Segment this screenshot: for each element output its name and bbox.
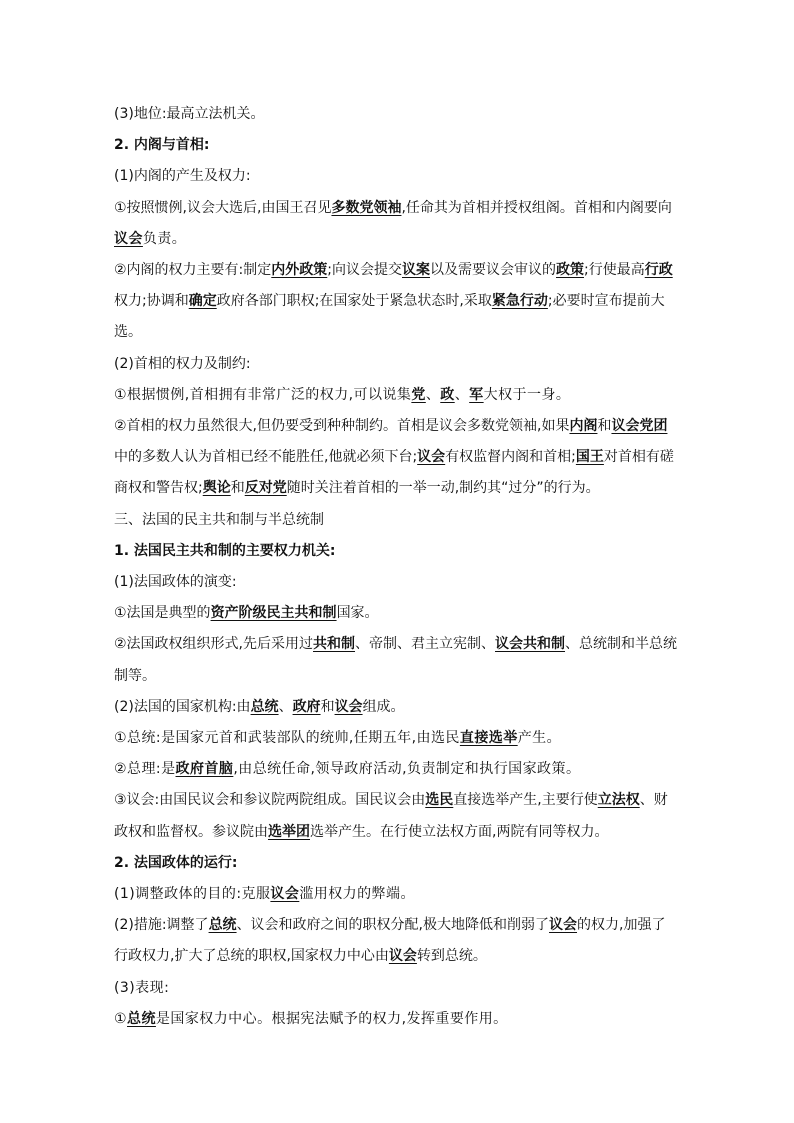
text-segment: 转到总统。 <box>416 948 487 965</box>
underlined-keyword: 议会 <box>334 698 363 715</box>
text-line <box>114 692 704 723</box>
underlined-keyword: 政 <box>440 386 455 403</box>
underlined-keyword: 国王 <box>575 449 604 466</box>
text-segment: 大权于一身。 <box>483 386 571 403</box>
text-segment: (3)地位:最高立法机关。 <box>114 106 265 122</box>
text-segment: ①总统:是国家元首和武装部队的统帅,任期五年,由选民 <box>114 730 460 747</box>
text-line <box>114 380 704 411</box>
underlined-keyword: 确定 <box>188 293 217 310</box>
text-segment: 和 <box>230 480 245 497</box>
text-line <box>114 349 704 380</box>
text-segment: 、议会和政府之间的职权分配,极大地降低和削弱了 <box>236 917 550 934</box>
text-segment: ①法国是典型的 <box>114 605 211 622</box>
text-line <box>114 754 704 785</box>
text-line <box>114 598 704 629</box>
underlined-keyword: 内外政策 <box>271 262 328 279</box>
text-segment: ②法国政权组织形式,先后采用过 <box>114 636 314 653</box>
text-segment: ① <box>114 1010 128 1027</box>
text-segment: 国家。 <box>336 605 379 622</box>
underlined-keyword: 舆论 <box>202 480 231 497</box>
text-line <box>114 99 704 130</box>
text-line <box>114 317 704 348</box>
text-line <box>114 505 704 536</box>
underlined-keyword: 政策 <box>556 262 584 279</box>
underlined-keyword: 党 <box>411 386 426 403</box>
text-segment: 选。 <box>114 324 142 341</box>
text-segment: ①按照惯例,议会大选后,由国王召见 <box>114 199 332 216</box>
section-heading: 2. 内阁与首相: <box>114 137 210 154</box>
underlined-keyword: 议会 <box>417 449 446 466</box>
text-line <box>114 286 704 317</box>
text-line <box>114 723 704 754</box>
underlined-keyword: 选民 <box>425 792 454 809</box>
text-segment: ①根据惯例,首相拥有非常广泛的权力,可以说集 <box>114 386 412 403</box>
underlined-keyword: 议会 <box>114 230 143 247</box>
underlined-keyword: 多数党领袖 <box>331 199 402 216</box>
text-segment: 政府各部门职权;在国家处于紧急状态时,采取 <box>216 293 492 310</box>
text-segment: 滥用权力的弊端。 <box>299 886 415 903</box>
text-line <box>114 161 704 192</box>
underlined-keyword: 议会共和制 <box>495 636 566 653</box>
text-segment: ②内阁的权力主要有:制定 <box>114 262 272 279</box>
text-line <box>114 629 704 660</box>
text-segment: 、帝制、君主立宪制、 <box>355 636 496 653</box>
underlined-keyword: 共和制 <box>313 636 356 653</box>
text-segment: 、 <box>278 698 293 715</box>
text-line <box>114 473 704 504</box>
text-segment: 政权和监督权。参议院由 <box>114 823 268 840</box>
text-segment: 权力;协调和 <box>114 293 189 310</box>
section-heading: 2. 法国政体的运行: <box>114 854 238 871</box>
text-segment: 负责。 <box>142 230 187 247</box>
text-segment: 是国家权力中心。根据宪法赋予的权力,发挥重要作用。 <box>155 1010 508 1027</box>
text-segment: (1)调整政体的目的:克服 <box>114 886 271 903</box>
text-segment: 商权和警告权; <box>114 480 203 497</box>
text-segment: 随时关注着首相的一举一动,制约其“过分”的行为。 <box>286 480 600 497</box>
underlined-keyword: 总统 <box>208 917 237 934</box>
text-segment: 的权力,加强了 <box>577 917 666 934</box>
text-line <box>114 411 704 442</box>
text-segment: 行政权力,扩大了总统的职权,国家权力中心由 <box>114 948 389 965</box>
text-segment: 、财 <box>639 792 668 809</box>
underlined-keyword: 议会党团 <box>611 418 668 435</box>
text-segment: ;行使最高 <box>584 262 645 279</box>
text-segment: 制等。 <box>114 667 156 684</box>
underlined-keyword: 资产阶级民主共和制 <box>210 605 337 622</box>
underlined-keyword: 直接选举 <box>459 730 518 747</box>
section-heading: 1. 法国民主共和制的主要权力机关: <box>114 542 336 559</box>
text-segment: 、 <box>425 386 441 403</box>
underlined-keyword: 政府 <box>292 698 321 715</box>
text-line <box>114 224 704 255</box>
text-line <box>114 130 704 161</box>
underlined-keyword: 总统 <box>250 698 279 715</box>
text-segment: 三、法国的民主共和制与半总统制 <box>114 511 324 528</box>
text-segment: ,任命其为首相并授权组阁。首相和内阁要向 <box>401 199 672 216</box>
text-line <box>114 193 704 224</box>
text-segment: 组成。 <box>362 698 405 715</box>
text-line <box>114 817 704 848</box>
text-segment: ;向议会提交 <box>327 262 402 279</box>
text-segment: 产生。 <box>517 730 562 747</box>
underlined-keyword: 政府首脑 <box>175 761 234 778</box>
text-segment: ③议会:由国民议会和参议院两院组成。国民议会由 <box>114 792 426 809</box>
underlined-keyword: 议案 <box>402 262 430 279</box>
text-segment: 直接选举产生,主要行使 <box>453 792 598 809</box>
text-line <box>114 661 704 692</box>
text-line <box>114 785 704 816</box>
underlined-keyword: 军 <box>469 386 484 403</box>
text-segment: ,由总统任命,领导政府活动,负责制定和执行国家政策。 <box>233 761 581 778</box>
text-segment: (1)法国政体的演变: <box>114 574 237 591</box>
underlined-keyword: 行政 <box>644 262 673 279</box>
underlined-keyword: 内阁 <box>569 418 598 435</box>
text-segment: (1)内阁的产生及权力: <box>114 168 251 185</box>
text-segment: 有权监督内阁和首相; <box>445 449 576 466</box>
underlined-keyword: 紧急行动 <box>491 293 548 310</box>
text-segment: 、总统制和半总统 <box>565 636 678 653</box>
text-segment: (3)表现: <box>114 979 170 996</box>
underlined-keyword: 选举团 <box>268 823 310 840</box>
text-line <box>114 910 704 941</box>
text-segment: 对首相有磋 <box>603 449 674 466</box>
text-segment: ;必要时宣布提前大 <box>547 293 665 310</box>
text-segment: 以及需要议会审议的 <box>430 262 556 279</box>
text-segment: 中的多数人认为首相已经不能胜任,他就必须下台; <box>114 449 418 466</box>
text-segment: 和 <box>597 418 612 435</box>
text-segment: 选举产生。在行使立法权方面,两院有同等权力。 <box>310 823 609 840</box>
text-line <box>114 973 704 1004</box>
text-line <box>114 1004 704 1035</box>
text-line <box>114 941 704 972</box>
text-line <box>114 536 704 567</box>
text-segment: (2)首相的权力及制约: <box>114 355 251 372</box>
text-line <box>114 848 704 879</box>
text-line <box>114 879 704 910</box>
text-segment: (2)措施:调整了 <box>114 917 209 934</box>
underlined-keyword: 反对党 <box>244 480 287 497</box>
text-segment: ②总理:是 <box>114 761 176 778</box>
text-line <box>114 442 704 473</box>
text-segment: 、 <box>454 386 470 403</box>
underlined-keyword: 议会 <box>549 917 578 934</box>
text-segment: 和 <box>320 698 335 715</box>
underlined-keyword: 议会 <box>270 886 300 903</box>
underlined-keyword: 立法权 <box>597 792 640 809</box>
text-line <box>114 567 704 598</box>
underlined-keyword: 议会 <box>388 948 417 965</box>
text-segment: ②首相的权力虽然很大,但仍要受到种种制约。首相是议会多数党领袖,如果 <box>114 418 570 435</box>
text-segment: (2)法国的国家机构:由 <box>114 698 251 715</box>
underlined-keyword: 总统 <box>127 1010 156 1027</box>
text-line <box>114 255 704 286</box>
